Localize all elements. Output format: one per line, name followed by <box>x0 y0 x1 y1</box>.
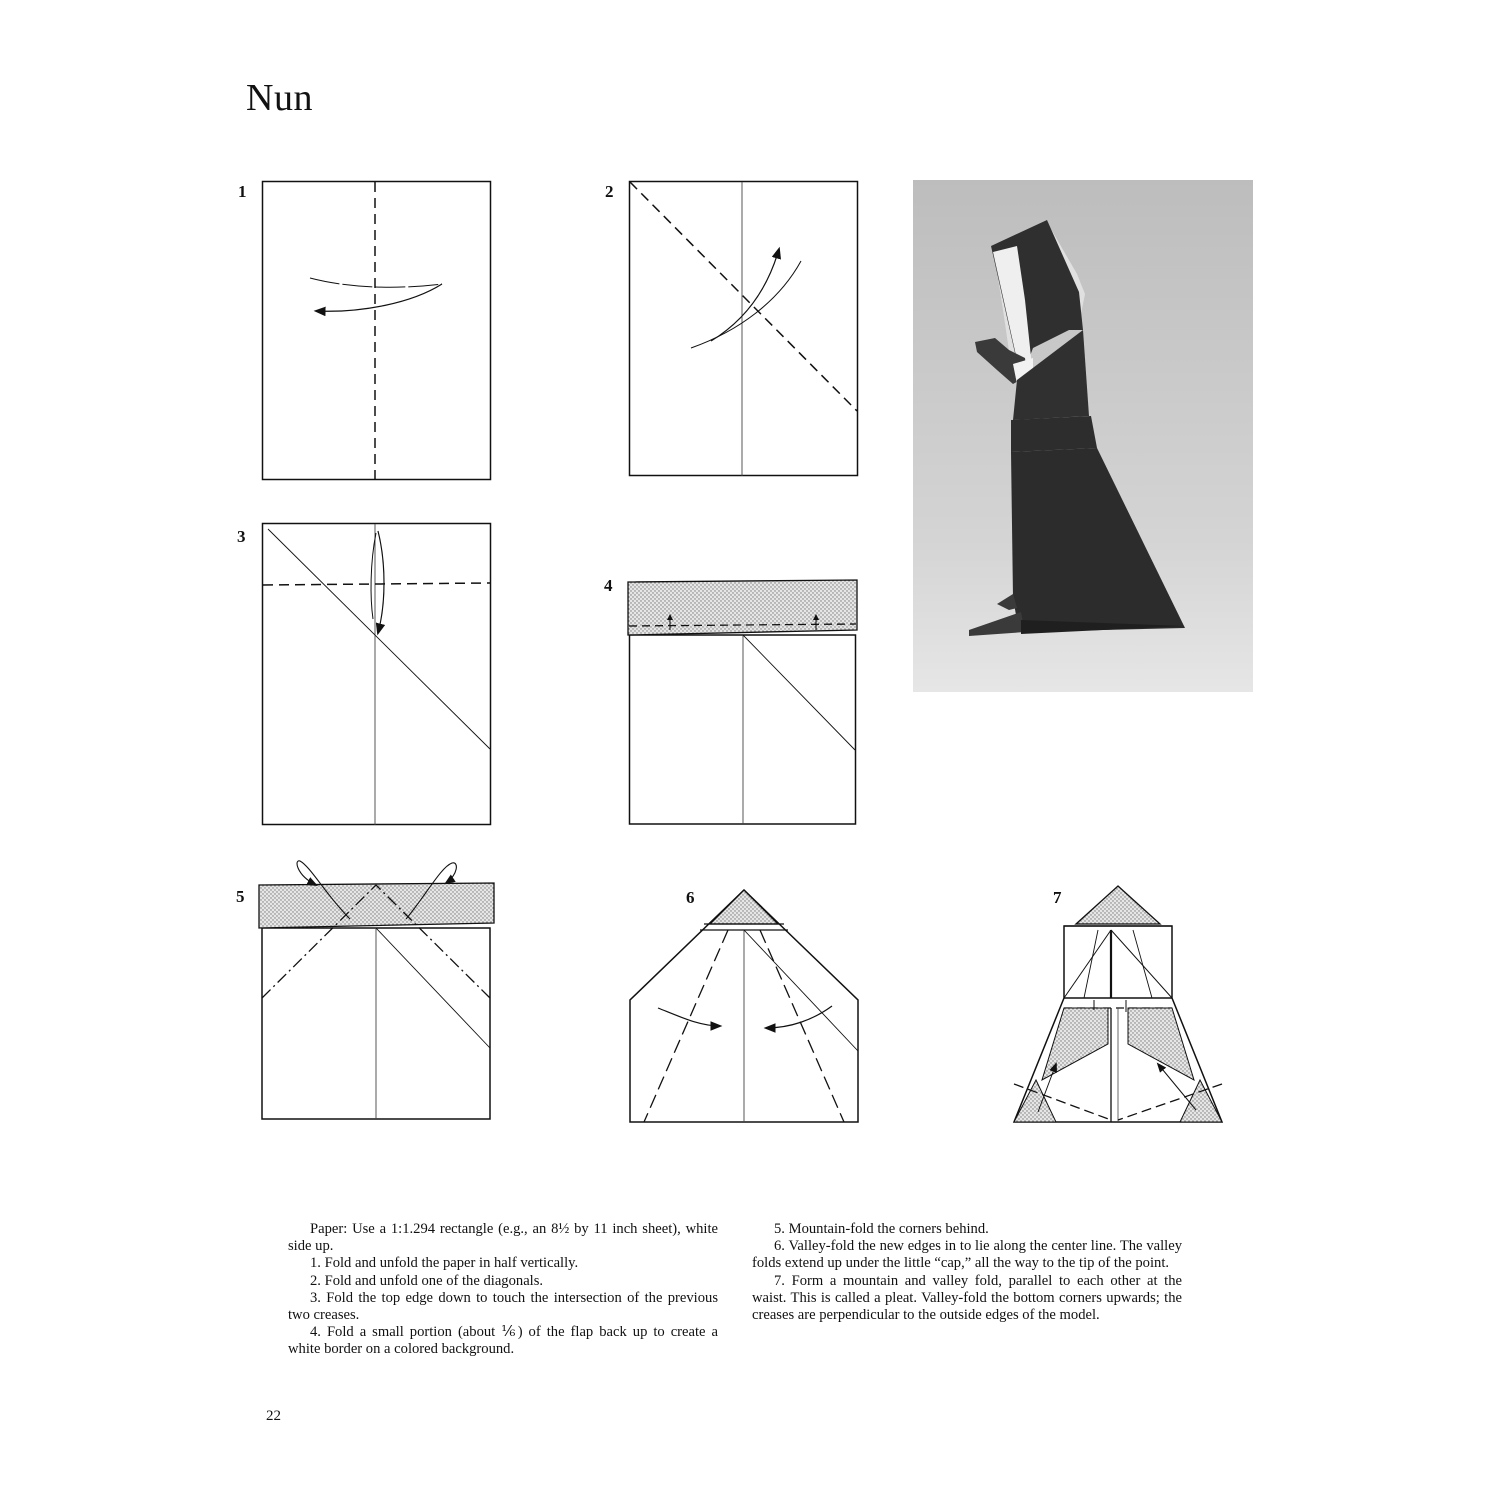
step-1-diagram <box>262 181 492 481</box>
instruction-step-3: 3. Fold the top edge down to touch the intersection of the previous two creases. <box>288 1289 718 1324</box>
instruction-step-1: 1. Fold and unfold the paper in half vertically. <box>310 1255 579 1272</box>
page-number: 22 <box>266 1408 281 1424</box>
step-2-diagram <box>629 181 859 477</box>
step-number-1: 1 <box>238 182 247 201</box>
step-3-diagram <box>262 523 492 826</box>
step-number-2: 2 <box>605 182 614 201</box>
instructions-left-column <box>288 1221 718 1359</box>
step-number-5: 5 <box>236 887 245 906</box>
page-title: Nun <box>246 77 313 119</box>
instruction-paper: Paper: Use a 1:1.294 rectangle (e.g., an 8½ by 11 inch sheet), white side up. <box>288 1221 718 1255</box>
step-number-6: 6 <box>686 888 695 907</box>
instructions-right-column <box>752 1221 1182 1324</box>
step-number-3: 3 <box>237 527 246 546</box>
step-6-diagram <box>628 888 860 1124</box>
finished-model-photo <box>913 180 1253 692</box>
instruction-step-5: 5. Mountain-fold the corners behind. <box>774 1221 989 1237</box>
step-7-diagram <box>1008 884 1230 1128</box>
step-number-7: 7 <box>1053 888 1062 907</box>
step-5-diagram <box>256 855 496 1121</box>
instruction-step-6: 6. Valley-fold the new edges in to lie along the center line. The valley folds extend up under the little “cap,” all the way to the tip of the point. <box>752 1238 1182 1272</box>
step-4-diagram <box>626 578 862 826</box>
instruction-step-4: 4. Fold a small portion (about ⅙) of the flap back up to create a white border on a colored background. <box>288 1324 718 1358</box>
step-number-4: 4 <box>604 576 613 595</box>
instruction-step-2: 2. Fold and unfold one of the diagonals. <box>310 1272 544 1289</box>
instruction-step-7: 7. Form a mountain and valley fold, parallel to each other at the waist. This is called a pleat. Valley-fold the bottom corners upwards; the creases are perpendicular to the outside edges of the model. <box>752 1272 1182 1324</box>
